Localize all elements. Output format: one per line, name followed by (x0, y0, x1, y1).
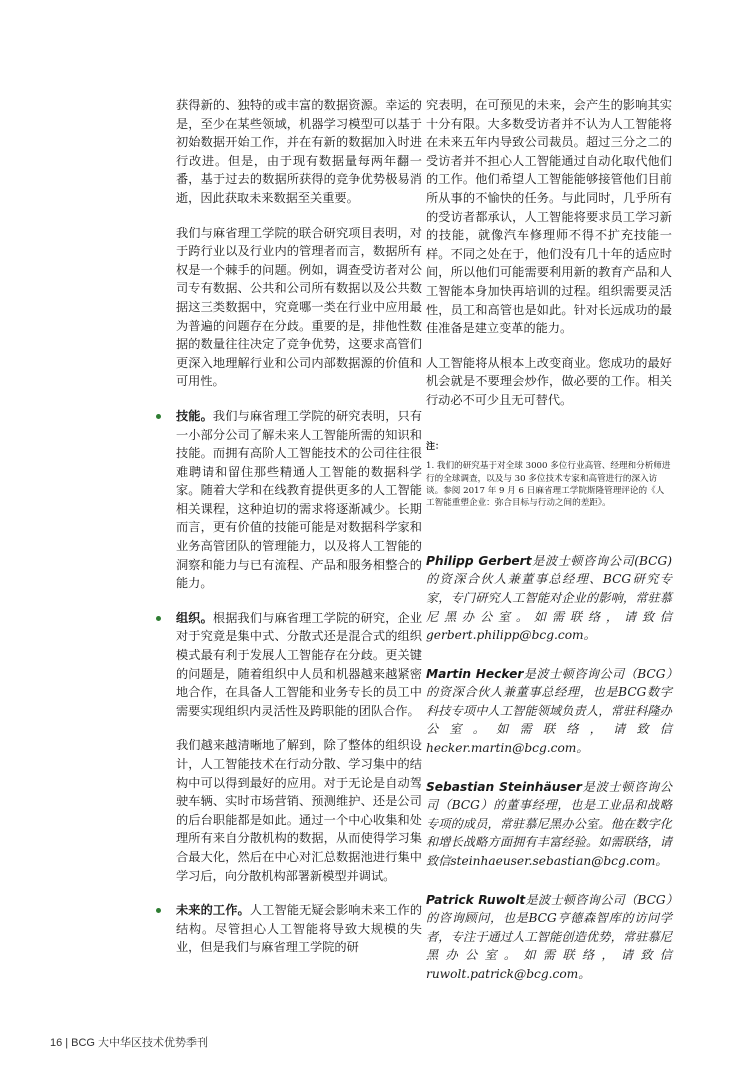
bullet-item-skills (176, 407, 422, 593)
bullet-item-future-work (176, 901, 422, 957)
author-description: 是波士顿咨询公司（BCG）的咨询顾问，也是BCG亨德森智库的访问学者，专注于通过人工智能创造优势，常驻慕尼黑办公室。如需联络，请致信ruwolt.patrick@bcg.com。 (426, 892, 672, 981)
author-bio (426, 778, 672, 871)
bullet-lead: 未来的工作。 (176, 903, 250, 918)
notes-title: 注： (426, 441, 445, 452)
author-name: Patrick Ruwolt (426, 892, 526, 907)
notes-text: 1. 我们的研究基于对全球 3000 多位行业高管、经理和分析师进行的全球调查，以及与 30 多位技术专家和高管进行的深入访谈。参阅 2017 年 9 月 6 日麻省理工学院斯隆管理评论的《人工智能重塑企业：弥合目标与行动之间的差距》。 (426, 461, 671, 509)
paragraph: 我们越来越清晰地了解到，除了整体的组织设计，人工智能技术在行动分散、学习集中的结构中可以得到最好的应用。对于无论是自动驾驶车辆、实时市场营销、预测维护、还是公司的后台职能都是如此。通过一个中心收集和处理所有来自分散机构的数据，从而使得学习集合最大化，然后在中心对汇总数据池进行集中学习后，向分散机构部署新模型并调试。 (176, 738, 422, 883)
author-bio (426, 552, 672, 645)
paragraph: 我们与麻省理工学院的联合研究项目表明，对于跨行业以及行业内的管理者而言，数据所有权是一个棘手的问题。例如，调查受访者对公司专有数据、公共和公司所有数据以及公共数据这三类数据中，究竟哪一类在行业中应用最为普遍的问题存在分歧。重要的是，排他性数据的数量往往决定了竞争优势，这要求高管们更深入地理解行业和公司内部数据源的价值和可用性。 (176, 225, 422, 389)
author-bio (426, 665, 672, 758)
left-column (176, 96, 422, 973)
author-name: Martin Hecker (426, 666, 524, 681)
author-bio (426, 891, 672, 984)
bullet-icon (156, 908, 161, 913)
bullet-text: 我们与麻省理工学院的研究表明，只有一小部分公司了解未来人工智能所需的知识和技能。而拥有高阶人工智能技术的公司往往很难聘请和留住那些精通人工智能的数据科学家。随着大学和在线教育提供更多的人工智能相关课程，这种迫切的需求将逐渐减少。长期而言，更有价值的技能可能是对数据科学家和业务高管团队的管理能力，以及将人工智能的洞察和能力与已有流程、产品和服务相整合的能力。 (176, 408, 423, 591)
author-bios (426, 552, 672, 984)
author-name: Philipp Gerbert (426, 553, 532, 568)
notes (426, 438, 672, 510)
bullet-icon (156, 414, 161, 419)
publication-title: BCG 大中华区技术优势季刊 (71, 1037, 209, 1049)
page-number: 16 (50, 1037, 63, 1049)
bullet-item-organization (176, 609, 422, 721)
footer-separator: | (65, 1037, 69, 1049)
right-column (426, 96, 672, 1004)
author-description: 是波士顿咨询公司（BCG）的董事经理，也是工业品和战略专项的成员，常驻慕尼黑办公室。他在数字化和增长战略方面拥有丰富经验。如需联络，请致信steinhaeuser.sebastian@bcg.com。 (426, 779, 672, 869)
bullet-text: 人工智能无疑会影响未来工作的结构。尽管担心人工智能将导致大规模的失业，但是我们与麻省理工学院的研 (176, 903, 423, 955)
bullet-text: 根据我们与麻省理工学院的研究，企业对于究竟是集中式、分散式还是混合式的组织模式最有利于发展人工智能存在分歧。更关键的问题是，随着组织中人员和机器越来越紧密地合作，在具备人工智能和业务专长的员工中需要实现组织内灵活性及跨职能的团队合作。 (176, 610, 423, 718)
bullet-icon (156, 616, 161, 621)
author-name: Sebastian Steinhäuser (426, 779, 582, 794)
author-description: 是波士顿咨询公司(BCG)的资深合伙人兼董事总经理、BCG研究专家，专门研究人工智能对企业的影响，常驻慕尼黑办公室。如需联络，请致信gerbert.philipp@bcg.com。 (426, 553, 672, 643)
bullet-lead: 技能。 (176, 408, 213, 423)
paragraph: 人工智能将从根本上改变商业。您成功的最好机会就是不要理会炒作，做必要的工作。相关行动必不可少且无可替代。 (426, 355, 672, 407)
paragraph: 获得新的、独特的或丰富的数据资源。幸运的是，至少在某些领域，机器学习模型可以基于初始数据开始工作，并在有新的数据加入时进行改进。但是，由于现有数据量每两年翻一番，基于过去的数据所获得的竞争优势极易消逝，因此获取未来数据至关重要。 (176, 98, 422, 205)
bullet-lead: 组织。 (176, 610, 213, 625)
paragraph: 究表明，在可预见的未来，会产生的影响其实十分有限。大多数受访者并不认为人工智能将在未来五年内导致公司裁员。超过三分之二的受访者并不担心人工智能通过自动化取代他们的工作。他们希望人工智能能够接管他们目前所从事的不愉快的任务。与此同时，几乎所有的受访者都承认，人工智能将要求员工学习新的技能，就像汽车修理师不得不扩充技能一样。不同之处在于，他们没有几十年的适应时间，所以他们可能需要利用新的教育产品和人工智能本身加快再培训的过程。组织需要灵活性，员工和高管也是如此。针对长远成功的最佳准备是建立变革的能力。 (426, 98, 672, 336)
page-footer (50, 1034, 208, 1050)
author-description: 是波士顿咨询公司（BCG）的资深合伙人兼董事总经理，也是BCG数字科技专项中人工智能领域负责人，常驻科隆办公室。如需联络，请致信hecker.martin@bcg.com。 (426, 666, 672, 756)
